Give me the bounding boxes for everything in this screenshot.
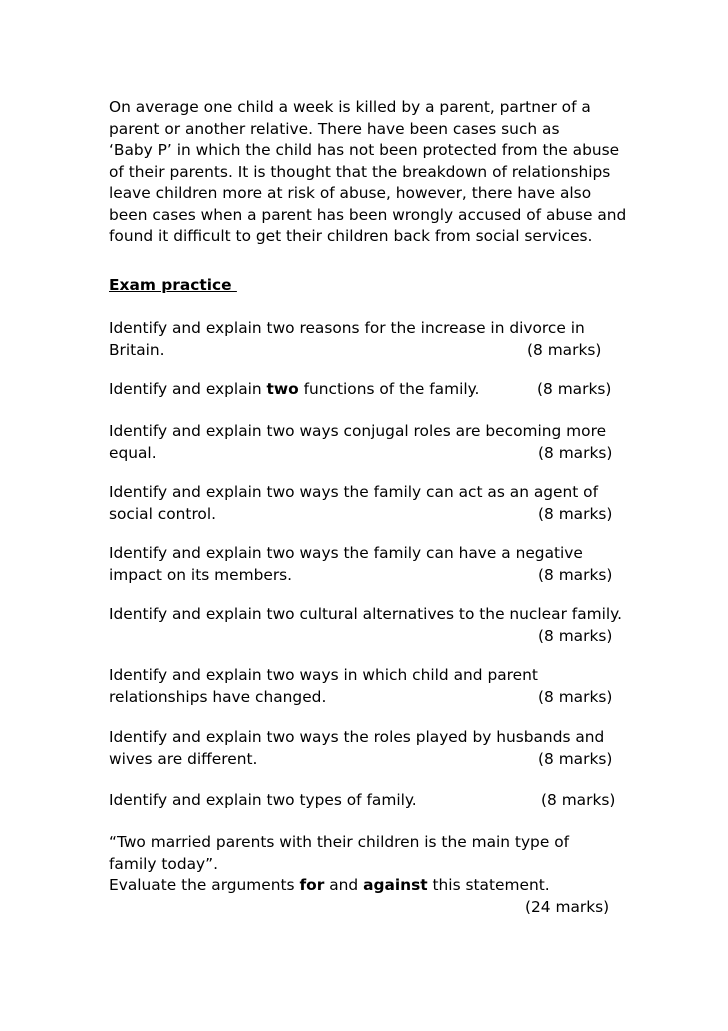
question-text: Identify and explain two ways conjugal roles are becoming more	[109, 422, 607, 440]
question-text: Identify and explain two ways the family can act as an agent of	[109, 483, 599, 501]
marks-label: (8 marks)	[538, 565, 613, 584]
question-item	[109, 727, 629, 770]
intro-line: On average one child a week is killed by a parent, partner of a	[109, 98, 591, 116]
question-text: Britain.	[109, 340, 165, 359]
intro-paragraph	[109, 97, 629, 248]
marks-label: (8 marks)	[537, 380, 612, 398]
marks-label: (8 marks)	[538, 443, 613, 462]
section-heading: Exam practice	[109, 276, 237, 294]
question-text: Identify and explain two cultural alternatives to the nuclear family.	[109, 605, 622, 623]
question-text: Identify and explain two types of family.	[109, 791, 417, 809]
question-item	[109, 604, 629, 647]
intro-line: leave children more at risk of abuse, however, there have also	[109, 184, 592, 202]
question-text: equal.	[109, 443, 157, 462]
essay-question	[109, 832, 629, 918]
question-item	[109, 543, 629, 586]
question-text: Identify and explain two ways the roles played by husbands and	[109, 728, 605, 746]
marks-label: (8 marks)	[527, 340, 602, 359]
intro-line: of their parents. It is thought that the breakdown of relationships	[109, 162, 611, 181]
question-text: “Two married parents with their children is the main type of	[109, 833, 570, 851]
question-text: family today”.	[109, 854, 219, 873]
emphasis-text: for	[299, 876, 325, 894]
exam-practice-heading-block	[109, 275, 629, 297]
question-text: Evaluate the arguments for and against this statement.	[109, 876, 550, 894]
question-text: impact on its members.	[109, 565, 293, 584]
intro-line: parent or another relative. There have been cases such as	[109, 119, 560, 138]
marks-label: (24 marks)	[525, 897, 610, 916]
question-item	[109, 482, 629, 525]
question-text: Identify and explain two ways in which child and parent	[109, 666, 538, 684]
question-text: Identify and explain two ways the family can have a negative	[109, 544, 583, 562]
intro-line: been cases when a parent has been wrongly accused of abuse and	[109, 205, 627, 224]
emphasis-text: two	[266, 380, 299, 398]
question-text: Identify and explain two functions of the family.	[109, 380, 480, 398]
question-item	[109, 318, 629, 361]
question-item	[109, 790, 629, 812]
intro-line: ‘Baby P’ in which the child has not been protected from the abuse	[109, 141, 620, 159]
question-text: Identify and explain two reasons for the increase in divorce in	[109, 319, 585, 337]
marks-label: (8 marks)	[538, 626, 613, 645]
question-item	[109, 379, 629, 401]
question-text: wives are different.	[109, 749, 258, 768]
marks-label: (8 marks)	[538, 687, 613, 706]
marks-label: (8 marks)	[538, 504, 613, 523]
question-text: social control.	[109, 504, 217, 523]
question-item	[109, 421, 629, 464]
marks-label: (8 marks)	[541, 791, 616, 809]
intro-line: found it difficult to get their children back from social services.	[109, 227, 593, 245]
question-text: relationships have changed.	[109, 687, 327, 706]
question-item	[109, 665, 629, 708]
emphasis-text: against	[363, 876, 428, 894]
marks-label: (8 marks)	[538, 749, 613, 768]
